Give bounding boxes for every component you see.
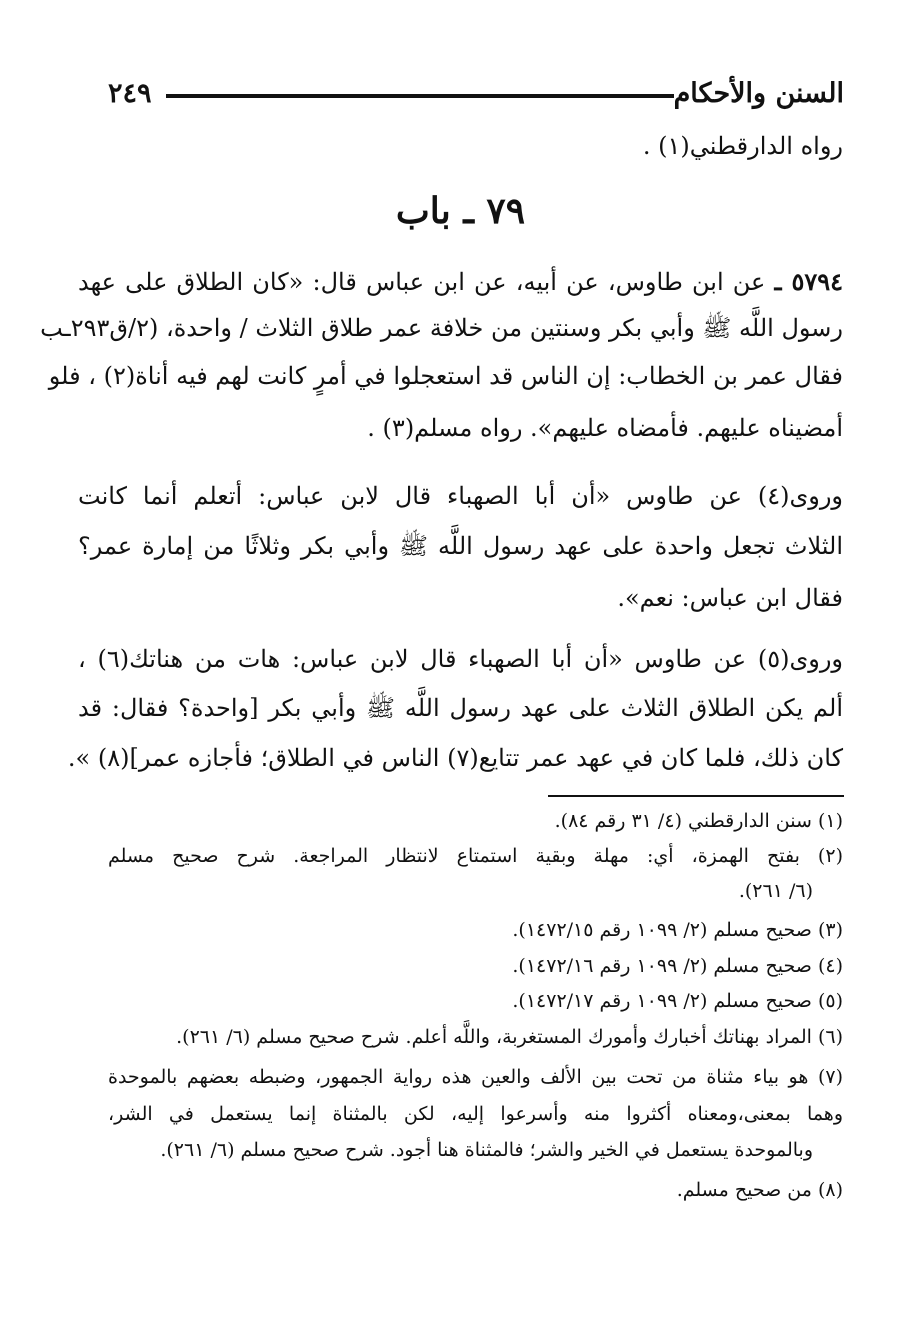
hadith-line-1 <box>78 266 843 298</box>
footnote-3: (٣) صحيح مسلم (٢/ ١٠٩٩ رقم ١٤٧٢/١٥). <box>512 919 843 941</box>
book-title: السنن والأحكام <box>673 78 844 109</box>
para3-line-1: وروى(٥) عن طاوس «أن أبا الصهباء قال لابن عباس: هات من هناتك(٦) ، <box>78 645 843 673</box>
intro-line: رواه الدارقطني(١) . <box>642 132 843 160</box>
footnote-7-line-3: وبالموحدة يستعمل في الخير والشر؛ فالمثناة هنا أجود. شرح صحيح مسلم (٦/ ٢٦١). <box>160 1139 813 1161</box>
footnote-8: (٨) من صحيح مسلم. <box>676 1179 843 1201</box>
footnote-2-line-2: (٦/ ٢٦١). <box>738 880 813 902</box>
hadith-line-2: رسول اللَّه ﷺ وأبي بكر وسنتين من خلافة عمر طلاق الثلاث / واحدة، (٢/ق٢٩٣ـب <box>40 314 843 342</box>
header-rule <box>166 94 674 98</box>
hadith-line-4: أمضيناه عليهم. فأمضاه عليهم». رواه مسلم(٣) . <box>367 414 843 442</box>
page-number: ٢٤٩ <box>108 78 152 109</box>
para3-line-2: ألم يكن الطلاق الثلاث على عهد رسول اللَّه ﷺ وأبي بكر [واحدة؟ فقال: قد <box>78 694 843 722</box>
para2-line-1: وروى(٤) عن طاوس «أن أبا الصهباء قال لابن عباس: أتعلم أنما كانت <box>78 482 844 510</box>
hadith-number: ٥٧٩٤ ـ <box>774 267 843 296</box>
footnote-1: (١) سنن الدارقطني (٤/ ٣١ رقم ٨٤). <box>554 810 843 832</box>
running-header <box>108 78 844 114</box>
footnote-4: (٤) صحيح مسلم (٢/ ١٠٩٩ رقم ١٤٧٢/١٦). <box>512 955 843 977</box>
hadith-line-3: فقال عمر بن الخطاب: إن الناس قد استعجلوا في أمرٍ كانت لهم فيه أناة(٢) ، فلو <box>48 362 843 390</box>
footnote-rule <box>548 795 844 797</box>
footnote-5: (٥) صحيح مسلم (٢/ ١٠٩٩ رقم ١٤٧٢/١٧). <box>512 990 843 1012</box>
footnote-7-line-1: (٧) هو بياء مثناة من تحت بين الألف والعين هذه رواية الجمهور، وضبطه بعضهم بالموحدة <box>108 1066 843 1088</box>
footnote-7-line-2: وهما بمعنى،ومعناه أكثروا منه وأسرعوا إليه، لكن بالمثناة إنما يستعمل في الشر، <box>108 1103 843 1125</box>
para3-line-3: كان ذلك، فلما كان في عهد عمر تتايع(٧) الناس في الطلاق؛ فأجازه عمر](٨) ». <box>67 744 843 772</box>
chapter-heading: ٧٩ ـ باب <box>395 190 526 232</box>
footnote-2-line-1: (٢) بفتح الهمزة، أي: مهلة وبقية استمتاع لانتظار المراجعة. شرح صحيح مسلم <box>108 845 843 867</box>
para2-line-3: فقال ابن عباس: نعم». <box>617 584 843 612</box>
para2-line-2: الثلاث تجعل واحدة على عهد رسول اللَّه ﷺ وأبي بكر وثلاثًا من إمارة عمر؟ <box>78 532 843 560</box>
hadith-text-1: عن ابن طاوس، عن أبيه، عن ابن عباس قال: «كان الطلاق على عهد <box>78 268 766 296</box>
footnote-6: (٦) المراد بهناتك أخبارك وأمورك المستغربة، واللَّه أعلم. شرح صحيح مسلم (٦/ ٢٦١). <box>176 1026 843 1048</box>
